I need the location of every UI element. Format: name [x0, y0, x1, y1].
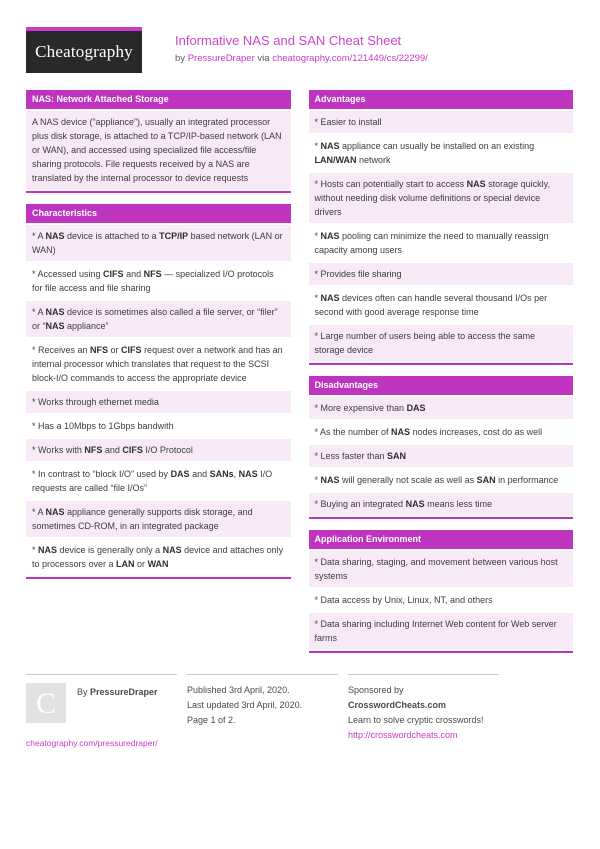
section-disadvantages [309, 376, 574, 519]
author-avatar-letter: C [35, 686, 56, 720]
byline-via-label: via [257, 53, 270, 64]
cheat-row: * In contrast to “block I/O” used by DAS and SANs, NAS I/O requests are called “file I/Os” [26, 463, 291, 499]
cheat-row: * Hosts can potentially start to access NAS storage quickly, without needing disk volume definitions or special device drivers [309, 173, 574, 223]
footer-author-column [26, 674, 177, 751]
sponsor-line [348, 683, 499, 713]
section-header-characteristics: Characteristics [26, 204, 291, 223]
cheat-row: * As the number of NAS nodes increases, cost do as well [309, 421, 574, 443]
cheat-row: * NAS pooling can minimize the need to manually reassign capacity among users [309, 225, 574, 261]
cheat-row: * Data sharing, staging, and movement between various host systems [309, 551, 574, 587]
cheat-row: * Provides file sharing [309, 263, 574, 285]
sheet-url-link[interactable]: cheatography.com/121449/cs/22299/ [272, 53, 428, 64]
header-text [175, 27, 428, 64]
cheat-row: * Buying an integrated NAS means less time [309, 493, 574, 515]
section-bottom-rule [309, 651, 574, 653]
cheat-row: * More expensive than DAS [309, 397, 574, 419]
cheat-row: * NAS device is generally only a NAS device and attaches only to processors over a LAN or WAN [26, 539, 291, 575]
sponsor-name: CrosswordCheats.com [348, 700, 447, 710]
section-header-advantages: Advantages [309, 90, 574, 109]
cheat-row: * NAS appliance can usually be installed on an existing LAN/WAN network [309, 135, 574, 171]
page-title: Informative NAS and SAN Cheat Sheet [175, 33, 402, 48]
section-characteristics [26, 204, 291, 579]
author-avatar[interactable] [26, 683, 66, 723]
footer-author: PressureDraper [90, 687, 158, 697]
right-column [309, 90, 574, 664]
sponsor-tagline: Learn to solve cryptic crosswords! [348, 715, 484, 725]
cheat-row: * Accessed using CIFS and NFS — specialized I/O protocols for file access and file sharing [26, 263, 291, 299]
author-row [26, 683, 177, 723]
cheat-row: * Has a 10Mbps to 1Gbps bandwith [26, 415, 291, 437]
cheat-row: * NAS will generally not scale as well as SAN in performance [309, 469, 574, 491]
cheat-row: * Works with NFS and CIFS I/O Protocol [26, 439, 291, 461]
cheat-row: * NAS devices often can handle several thousand I/Os per second with good average response time [309, 287, 574, 323]
cheat-row: * A NAS appliance generally supports disk storage, and sometimes CD-ROM, in an integrated package [26, 501, 291, 537]
updated-date: Last updated 3rd April, 2020. [187, 700, 303, 710]
cheat-row: * Data access by Unix, Linux, NT, and others [309, 589, 574, 611]
author-link[interactable]: PressureDraper [187, 53, 255, 64]
sponsor-prefix: Sponsored by [348, 685, 404, 695]
footer-author-name [77, 683, 158, 723]
cheat-row: * Data sharing including Internet Web content for Web server farms [309, 613, 574, 649]
section-bottom-rule [26, 577, 291, 579]
section-header-disadvantages: Disadvantages [309, 376, 574, 395]
left-column [26, 90, 291, 664]
cheatsheet-body [26, 90, 573, 664]
cheat-row: * Works through ethernet media [26, 391, 291, 413]
byline [175, 53, 428, 64]
cheatography-logo-text: Cheatography [35, 42, 133, 61]
cheat-row: * A NAS device is sometimes also called a file server, or “filer” or “NAS appliance” [26, 301, 291, 337]
byline-by-label: by [175, 53, 186, 64]
sponsor-url-link[interactable]: http://crosswordcheats.com [348, 730, 458, 740]
footer-author-url-link[interactable]: cheatography.com/pressuredraper/ [26, 738, 158, 748]
section-header-application-environment: Application Environment [309, 530, 574, 549]
section-bottom-rule [26, 191, 291, 193]
footer-sponsor-column [348, 674, 499, 751]
section-application-environment [309, 530, 574, 653]
cheat-row: * Receives an NFS or CIFS request over a network and has an internal processor which translates that request to the SCSI block-I/O commands to access the appropriate device [26, 339, 291, 389]
cheat-row: * Less faster than SAN [309, 445, 574, 467]
cheat-row: * Easier to install [309, 111, 574, 133]
cheatography-logo [26, 27, 142, 73]
section-bottom-rule [309, 517, 574, 519]
page-number: Page 1 of 2. [187, 715, 236, 725]
page-footer [26, 674, 600, 751]
footer-by-label: By [77, 687, 91, 697]
published-date: Published 3rd April, 2020. [187, 685, 290, 695]
section-nas-network-attached-storage [26, 90, 291, 193]
cheat-row: * Large number of users being able to access the same storage device [309, 325, 574, 361]
page-header [0, 0, 600, 73]
section-advantages [309, 90, 574, 365]
cheat-row: A NAS device (“appliance”), usually an integrated processor plus disk storage, is attached to a TCP/IP-based network (LAN or WAN), and accessed using specialized file access/file sharing protocols. File requests received by a NAS are translated by the internal processor to device requests [26, 111, 291, 189]
section-header-nas-network-attached-storage: NAS: Network Attached Storage [26, 90, 291, 109]
section-bottom-rule [309, 363, 574, 365]
cheat-row: * A NAS device is attached to a TCP/IP based network (LAN or WAN) [26, 225, 291, 261]
footer-meta-column [187, 674, 338, 751]
